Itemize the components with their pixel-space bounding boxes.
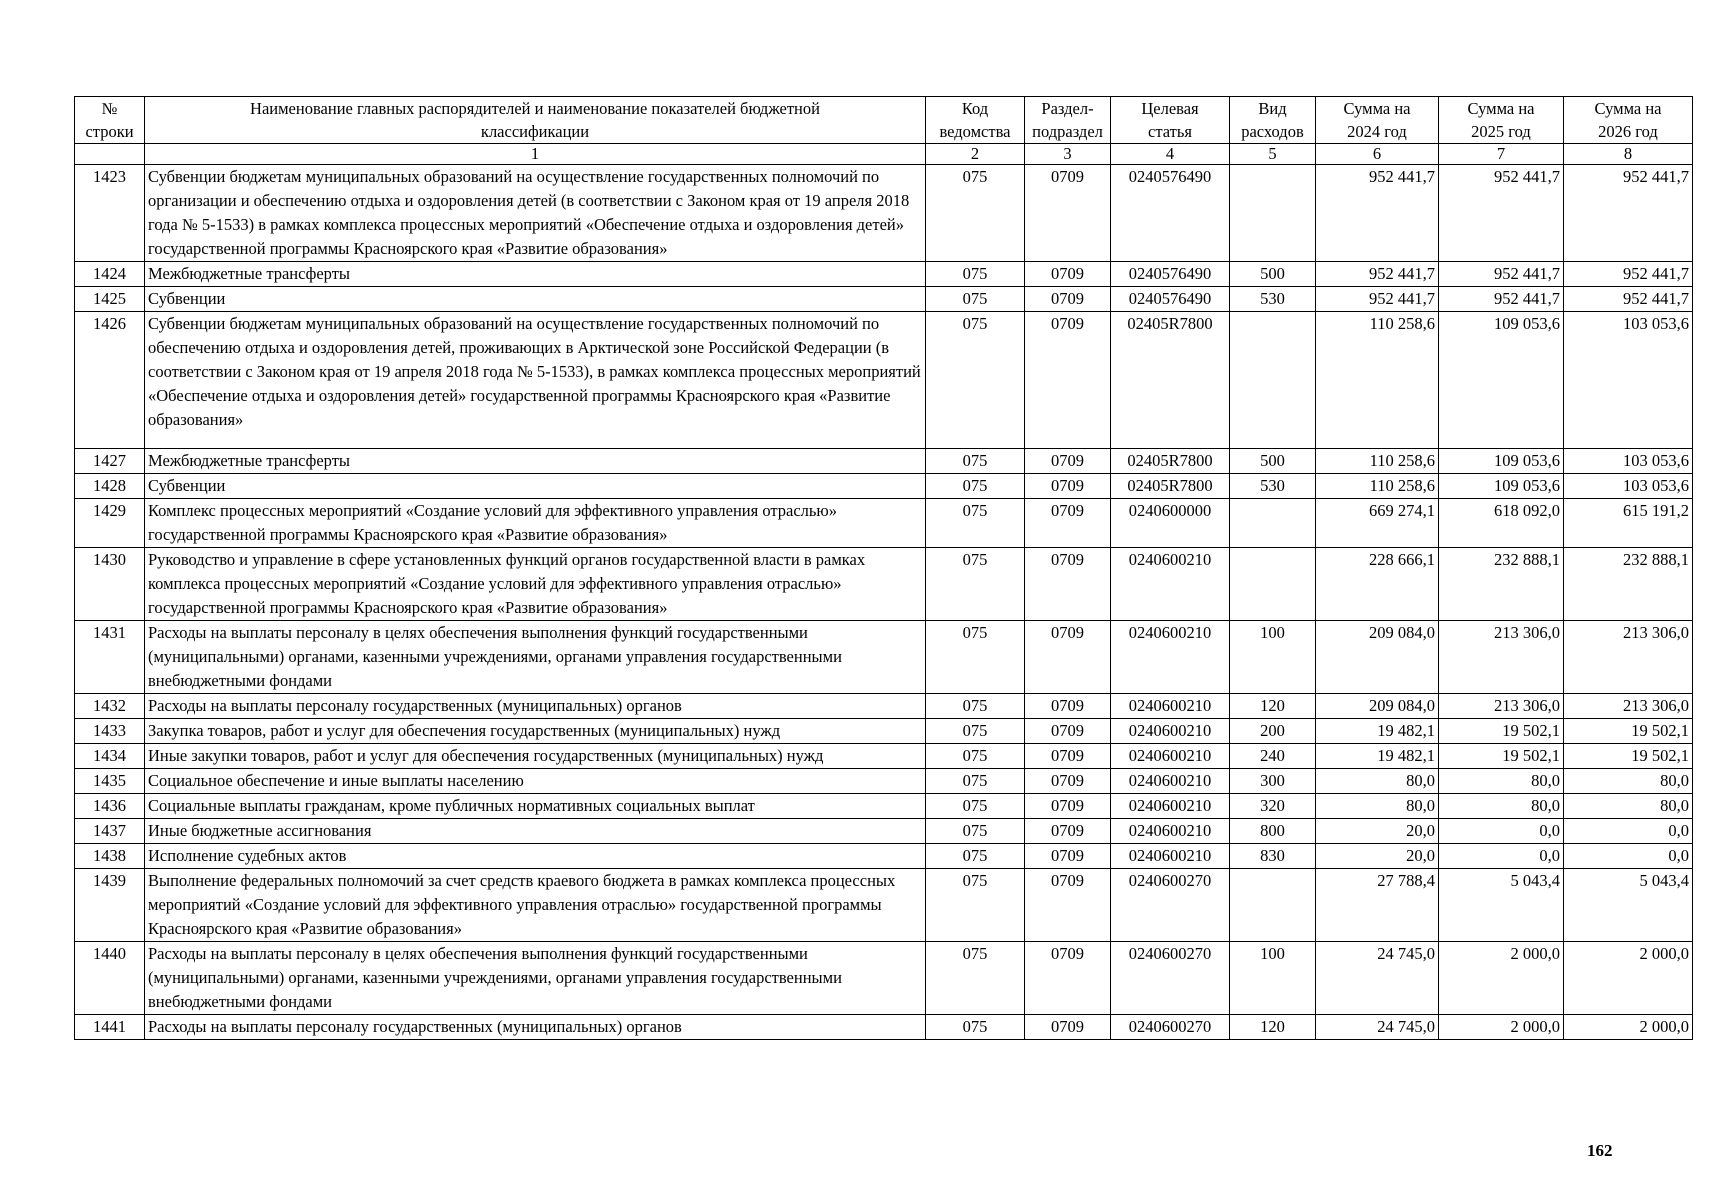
sum-2025: 5 043,4 — [1439, 869, 1564, 942]
sum-2025: 80,0 — [1439, 794, 1564, 819]
row-number: 1424 — [75, 262, 145, 287]
table-row — [75, 794, 1693, 819]
expense-type: 830 — [1230, 844, 1316, 869]
sum-2024: 19 482,1 — [1316, 744, 1439, 769]
sum-2024: 20,0 — [1316, 844, 1439, 869]
row-name: Расходы на выплаты персоналу в целях обеспечения выполнения функций государственными (муниципальными) органами, казенными учреждениями, органами управления государственными внебюджетными фондами — [145, 942, 926, 1015]
department-code: 075 — [926, 942, 1025, 1015]
column-number: 3 — [1025, 144, 1111, 165]
column-number: 4 — [1111, 144, 1230, 165]
target-article: 0240576490 — [1111, 165, 1230, 262]
expense-type: 100 — [1230, 621, 1316, 694]
row-name: Иные закупки товаров, работ и услуг для обеспечения государственных (муниципальных) нужд — [145, 744, 926, 769]
target-article: 02405R7800 — [1111, 449, 1230, 474]
target-article: 0240600210 — [1111, 819, 1230, 844]
sum-2024: 952 441,7 — [1316, 262, 1439, 287]
sum-2025: 0,0 — [1439, 819, 1564, 844]
sum-2024: 228 666,1 — [1316, 548, 1439, 621]
row-number: 1434 — [75, 744, 145, 769]
row-name: Иные бюджетные ассигнования — [145, 819, 926, 844]
sum-2025: 213 306,0 — [1439, 621, 1564, 694]
department-code: 075 — [926, 794, 1025, 819]
department-code: 075 — [926, 844, 1025, 869]
sum-2025: 232 888,1 — [1439, 548, 1564, 621]
target-article: 0240600270 — [1111, 869, 1230, 942]
row-number: 1429 — [75, 499, 145, 548]
sum-2026: 19 502,1 — [1564, 719, 1693, 744]
expense-type: 240 — [1230, 744, 1316, 769]
sum-2025: 19 502,1 — [1439, 719, 1564, 744]
table-row — [75, 312, 1693, 449]
expense-type: 200 — [1230, 719, 1316, 744]
target-article: 0240600210 — [1111, 548, 1230, 621]
department-code: 075 — [926, 769, 1025, 794]
header-department-code: Код ведомства — [926, 97, 1025, 144]
department-code: 075 — [926, 449, 1025, 474]
department-code: 075 — [926, 165, 1025, 262]
row-name: Исполнение судебных актов — [145, 844, 926, 869]
header-row — [75, 97, 1693, 144]
table-row — [75, 1015, 1693, 1040]
expense-type: 120 — [1230, 694, 1316, 719]
sum-2025: 109 053,6 — [1439, 449, 1564, 474]
sum-2026: 2 000,0 — [1564, 1015, 1693, 1040]
section-code: 0709 — [1025, 744, 1111, 769]
row-number: 1441 — [75, 1015, 145, 1040]
section-code: 0709 — [1025, 548, 1111, 621]
expense-type: 120 — [1230, 1015, 1316, 1040]
column-number: 5 — [1230, 144, 1316, 165]
row-name: Субвенции — [145, 287, 926, 312]
sum-2024: 24 745,0 — [1316, 942, 1439, 1015]
header-section: Раздел- подраздел — [1025, 97, 1111, 144]
row-number: 1430 — [75, 548, 145, 621]
sum-2026: 213 306,0 — [1564, 694, 1693, 719]
sum-2024: 80,0 — [1316, 769, 1439, 794]
sum-2024: 20,0 — [1316, 819, 1439, 844]
expense-type — [1230, 548, 1316, 621]
row-name: Субвенции — [145, 474, 926, 499]
column-number: 7 — [1439, 144, 1564, 165]
department-code: 075 — [926, 869, 1025, 942]
row-name: Субвенции бюджетам муниципальных образований на осуществление государственных полномочий по организации и обеспечению отдыха и оздоровления детей (в соответствии с Законом края от 19 апреля 2018 года № 5-1533) в рамках комплекса процессных мероприятий «Обеспечение отдыха и оздоровления детей» государственной программы Красноярского края «Развитие образования» — [145, 165, 926, 262]
row-number: 1437 — [75, 819, 145, 844]
section-code: 0709 — [1025, 165, 1111, 262]
table-row — [75, 449, 1693, 474]
sum-2025: 618 092,0 — [1439, 499, 1564, 548]
table-row — [75, 287, 1693, 312]
expense-type: 500 — [1230, 449, 1316, 474]
sum-2025: 109 053,6 — [1439, 474, 1564, 499]
row-name: Социальные выплаты гражданам, кроме публичных нормативных социальных выплат — [145, 794, 926, 819]
table-row — [75, 942, 1693, 1015]
row-number: 1432 — [75, 694, 145, 719]
header-row-number: № строки — [75, 97, 145, 144]
header-target-article: Целевая статья — [1111, 97, 1230, 144]
department-code: 075 — [926, 499, 1025, 548]
row-name: Расходы на выплаты персоналу в целях обеспечения выполнения функций государственными (муниципальными) органами, казенными учреждениями, органами управления государственными внебюджетными фондами — [145, 621, 926, 694]
target-article: 0240600210 — [1111, 719, 1230, 744]
table-row — [75, 769, 1693, 794]
sum-2025: 109 053,6 — [1439, 312, 1564, 449]
expense-type: 300 — [1230, 769, 1316, 794]
header-expense-type: Вид расходов — [1230, 97, 1316, 144]
department-code: 075 — [926, 287, 1025, 312]
expense-type: 530 — [1230, 474, 1316, 499]
target-article: 0240600210 — [1111, 694, 1230, 719]
sum-2026: 19 502,1 — [1564, 744, 1693, 769]
sum-2025: 80,0 — [1439, 769, 1564, 794]
row-name: Социальное обеспечение и иные выплаты населению — [145, 769, 926, 794]
table-row — [75, 548, 1693, 621]
section-code: 0709 — [1025, 819, 1111, 844]
table-row — [75, 719, 1693, 744]
column-number: 1 — [145, 144, 926, 165]
section-code: 0709 — [1025, 499, 1111, 548]
table-row — [75, 819, 1693, 844]
target-article: 0240600210 — [1111, 744, 1230, 769]
row-number: 1435 — [75, 769, 145, 794]
section-code: 0709 — [1025, 942, 1111, 1015]
row-name: Расходы на выплаты персоналу государственных (муниципальных) органов — [145, 1015, 926, 1040]
sum-2024: 80,0 — [1316, 794, 1439, 819]
table-row — [75, 844, 1693, 869]
section-code: 0709 — [1025, 621, 1111, 694]
department-code: 075 — [926, 474, 1025, 499]
department-code: 075 — [926, 744, 1025, 769]
section-code: 0709 — [1025, 474, 1111, 499]
row-number: 1438 — [75, 844, 145, 869]
target-article: 0240600210 — [1111, 794, 1230, 819]
table-row — [75, 165, 1693, 262]
department-code: 075 — [926, 621, 1025, 694]
section-code: 0709 — [1025, 869, 1111, 942]
sum-2026: 213 306,0 — [1564, 621, 1693, 694]
sum-2024: 952 441,7 — [1316, 287, 1439, 312]
target-article: 0240576490 — [1111, 262, 1230, 287]
section-code: 0709 — [1025, 794, 1111, 819]
section-code: 0709 — [1025, 312, 1111, 449]
sum-2026: 952 441,7 — [1564, 287, 1693, 312]
target-article: 0240600210 — [1111, 769, 1230, 794]
sum-2024: 952 441,7 — [1316, 165, 1439, 262]
expense-type: 500 — [1230, 262, 1316, 287]
department-code: 075 — [926, 548, 1025, 621]
sum-2024: 27 788,4 — [1316, 869, 1439, 942]
expense-type: 320 — [1230, 794, 1316, 819]
sum-2024: 110 258,6 — [1316, 449, 1439, 474]
sum-2024: 209 084,0 — [1316, 694, 1439, 719]
target-article: 02405R7800 — [1111, 312, 1230, 449]
budget-table — [74, 96, 1693, 1040]
sum-2024: 110 258,6 — [1316, 312, 1439, 449]
target-article: 0240600270 — [1111, 942, 1230, 1015]
sum-2025: 952 441,7 — [1439, 165, 1564, 262]
sum-2026: 952 441,7 — [1564, 165, 1693, 262]
section-code: 0709 — [1025, 449, 1111, 474]
sum-2025: 952 441,7 — [1439, 287, 1564, 312]
row-name: Закупка товаров, работ и услуг для обеспечения государственных (муниципальных) нужд — [145, 719, 926, 744]
target-article: 0240576490 — [1111, 287, 1230, 312]
sum-2025: 19 502,1 — [1439, 744, 1564, 769]
section-code: 0709 — [1025, 262, 1111, 287]
table-row — [75, 474, 1693, 499]
row-number: 1425 — [75, 287, 145, 312]
column-number-row — [75, 144, 1693, 165]
sum-2026: 615 191,2 — [1564, 499, 1693, 548]
header-name: Наименование главных распорядителей и наименование показателей бюджетной классификации — [145, 97, 926, 144]
expense-type — [1230, 165, 1316, 262]
sum-2026: 103 053,6 — [1564, 449, 1693, 474]
sum-2024: 19 482,1 — [1316, 719, 1439, 744]
section-code: 0709 — [1025, 719, 1111, 744]
sum-2024: 209 084,0 — [1316, 621, 1439, 694]
sum-2024: 24 745,0 — [1316, 1015, 1439, 1040]
header-sum-2026: Сумма на 2026 год — [1564, 97, 1693, 144]
row-name: Межбюджетные трансферты — [145, 262, 926, 287]
sum-2024: 669 274,1 — [1316, 499, 1439, 548]
expense-type: 100 — [1230, 942, 1316, 1015]
department-code: 075 — [926, 312, 1025, 449]
target-article: 0240600210 — [1111, 844, 1230, 869]
sum-2026: 2 000,0 — [1564, 942, 1693, 1015]
row-number: 1431 — [75, 621, 145, 694]
sum-2026: 80,0 — [1564, 769, 1693, 794]
column-number: 6 — [1316, 144, 1439, 165]
sum-2025: 952 441,7 — [1439, 262, 1564, 287]
sum-2026: 0,0 — [1564, 819, 1693, 844]
table-row — [75, 499, 1693, 548]
department-code: 075 — [926, 1015, 1025, 1040]
section-code: 0709 — [1025, 769, 1111, 794]
table-row — [75, 744, 1693, 769]
row-name: Выполнение федеральных полномочий за счет средств краевого бюджета в рамках комплекса процессных мероприятий «Создание условий для эффективного управления отраслью» государственной программы Красноярского края «Развитие образования» — [145, 869, 926, 942]
row-number: 1436 — [75, 794, 145, 819]
sum-2025: 0,0 — [1439, 844, 1564, 869]
department-code: 075 — [926, 719, 1025, 744]
table-row — [75, 869, 1693, 942]
target-article: 02405R7800 — [1111, 474, 1230, 499]
expense-type — [1230, 312, 1316, 449]
row-name: Межбюджетные трансферты — [145, 449, 926, 474]
sum-2025: 213 306,0 — [1439, 694, 1564, 719]
sum-2026: 952 441,7 — [1564, 262, 1693, 287]
row-number: 1433 — [75, 719, 145, 744]
target-article: 0240600000 — [1111, 499, 1230, 548]
header-sum-2024: Сумма на 2024 год — [1316, 97, 1439, 144]
row-number: 1427 — [75, 449, 145, 474]
row-name: Расходы на выплаты персоналу государственных (муниципальных) органов — [145, 694, 926, 719]
department-code: 075 — [926, 694, 1025, 719]
sum-2026: 103 053,6 — [1564, 312, 1693, 449]
sum-2026: 232 888,1 — [1564, 548, 1693, 621]
department-code: 075 — [926, 819, 1025, 844]
expense-type — [1230, 869, 1316, 942]
expense-type: 800 — [1230, 819, 1316, 844]
row-number: 1440 — [75, 942, 145, 1015]
expense-type: 530 — [1230, 287, 1316, 312]
target-article: 0240600210 — [1111, 621, 1230, 694]
table-row — [75, 621, 1693, 694]
sum-2024: 110 258,6 — [1316, 474, 1439, 499]
page-number: 162 — [1587, 1141, 1613, 1160]
target-article: 0240600270 — [1111, 1015, 1230, 1040]
sum-2026: 103 053,6 — [1564, 474, 1693, 499]
sum-2026: 0,0 — [1564, 844, 1693, 869]
row-number: 1439 — [75, 869, 145, 942]
table-row — [75, 694, 1693, 719]
sum-2025: 2 000,0 — [1439, 1015, 1564, 1040]
column-number: 2 — [926, 144, 1025, 165]
row-name: Субвенции бюджетам муниципальных образований на осуществление государственных полномочий по обеспечению отдыха и оздоровления детей, проживающих в Арктической зоне Российской Федерации (в соответствии с Законом края от 19 апреля 2018 года № 5-1533), в рамках комплекса процессных мероприятий «Обеспечение отдыха и оздоровления детей» государственной программы Красноярского края «Развитие образования» — [145, 312, 926, 449]
department-code: 075 — [926, 262, 1025, 287]
section-code: 0709 — [1025, 287, 1111, 312]
section-code: 0709 — [1025, 694, 1111, 719]
sum-2025: 2 000,0 — [1439, 942, 1564, 1015]
section-code: 0709 — [1025, 1015, 1111, 1040]
row-name: Руководство и управление в сфере установленных функций органов государственной власти в рамках комплекса процессных мероприятий «Создание условий для эффективного управления отраслью» государственной программы Красноярского края «Развитие образования» — [145, 548, 926, 621]
row-number: 1428 — [75, 474, 145, 499]
row-number: 1423 — [75, 165, 145, 262]
expense-type — [1230, 499, 1316, 548]
row-number: 1426 — [75, 312, 145, 449]
sum-2026: 5 043,4 — [1564, 869, 1693, 942]
section-code: 0709 — [1025, 844, 1111, 869]
sum-2026: 80,0 — [1564, 794, 1693, 819]
column-number: 8 — [1564, 144, 1693, 165]
row-name: Комплекс процессных мероприятий «Создание условий для эффективного управления отраслью» государственной программы Красноярского края «Развитие образования» — [145, 499, 926, 548]
table-row — [75, 262, 1693, 287]
header-sum-2025: Сумма на 2025 год — [1439, 97, 1564, 144]
